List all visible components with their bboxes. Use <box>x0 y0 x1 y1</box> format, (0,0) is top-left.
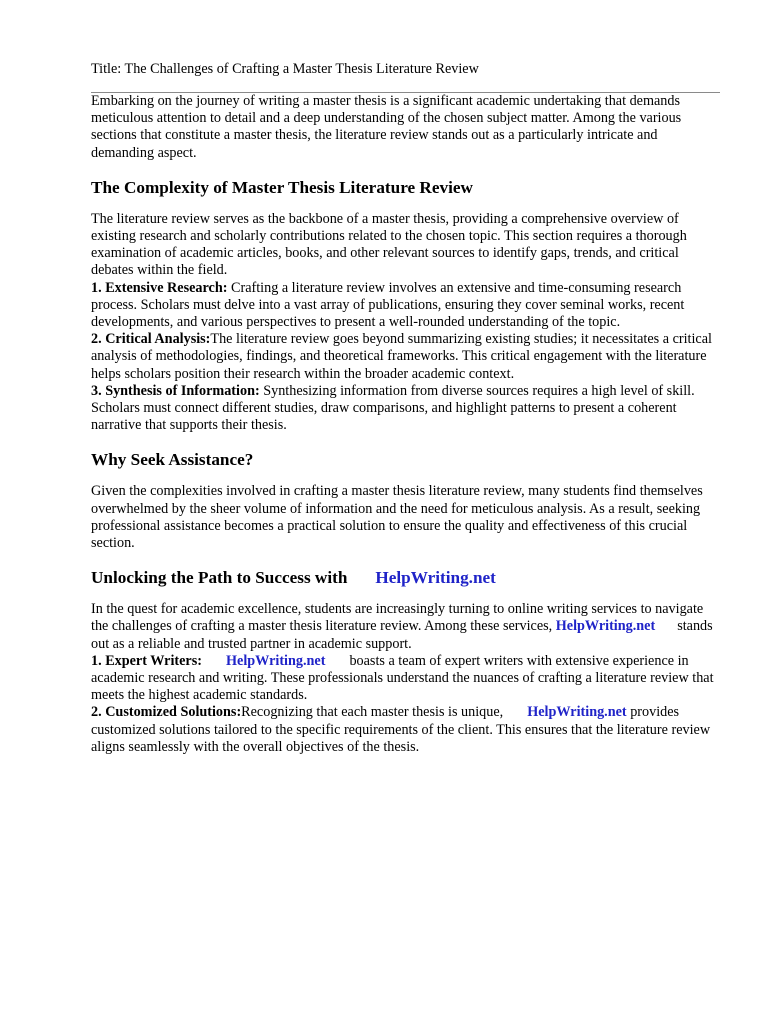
heading-why-seek-assistance: Why Seek Assistance? <box>91 450 254 470</box>
list-item-label: 3. Synthesis of Information: <box>91 382 260 399</box>
list-item-label: 1. Extensive Research: <box>91 279 228 296</box>
document-page <box>91 60 723 756</box>
list-item-label: 1. Expert Writers: <box>91 652 202 669</box>
list-item-text-after: provides customized solutions tailored to the specific requirements of the client. This ensures that the literature review aligns seamlessly with the overall objectives of the thesis. <box>91 704 711 755</box>
heading-complexity: The Complexity of Master Thesis Literature Review <box>91 177 473 197</box>
list-item-expert-writers <box>91 653 723 705</box>
helpwriting-link[interactable]: HelpWriting.net <box>375 568 496 588</box>
list-item-label: 2. Critical Analysis: <box>91 331 211 348</box>
list-item-text: Synthesizing information from diverse sources requires a high level of skill. Scholars must connect different studies, draw comparisons, and highlight patterns to present a coherent narrative that supports their thesis. <box>91 382 695 434</box>
heading-unlocking-path <box>91 567 723 589</box>
list-item-customized-solutions <box>91 704 723 756</box>
assistance-paragraph: Given the complexities involved in crafting a master thesis literature review, many students find themselves overwhelmed by the sheer volume of information and the need for meticulous analysis. As a result, seeking professional assistance becomes a practical solution to ensure the quality and effectiveness of this crucial section. <box>91 483 703 552</box>
list-item-text: The literature review goes beyond summarizing existing studies; it necessitates a critical analysis of methodologies, findings, and theoretical frameworks. This critical engagement with the literature helps scholars position their research within the broader academic context. <box>91 331 712 382</box>
services-text-before: In the quest for academic excellence, students are increasingly turning to online writing services to navigate the challenges of crafting a master thesis literature review. Among these services, <box>91 601 704 635</box>
document-title: Title: The Challenges of Crafting a Master Thesis Literature Review <box>91 61 479 77</box>
helpwriting-link[interactable]: HelpWriting.net <box>555 618 656 635</box>
list-item-label: 2. Customized Solutions: <box>91 704 242 721</box>
helpwriting-link[interactable]: HelpWriting.net <box>225 652 326 669</box>
list-item-text: boasts a team of expert writers with extensive experience in academic research and writing. These professionals understand the nuances of crafting a literature review that meets the highest academic standards. <box>91 652 714 704</box>
list-item-text-before: Recognizing that each master thesis is unique, <box>241 704 504 721</box>
services-paragraph <box>91 601 723 653</box>
services-text-after: stands out as a reliable and trusted partner in academic support. <box>91 618 713 652</box>
heading-text: Unlocking the Path to Success with <box>91 568 348 588</box>
complexity-paragraph: The literature review serves as the backbone of a master thesis, providing a comprehensive overview of existing research and scholarly contributions related to the chosen topic. This section requires a thorough examination of academic articles, books, and other relevant sources to identify gaps, trends, and critical debates within the field. <box>91 210 687 279</box>
intro-paragraph: Embarking on the journey of writing a master thesis is a significant academic undertaking that demands meticulous attention to detail and a deep understanding of the chosen subject matter. Among the various sections that constitute a master thesis, the literature review stands out as a particularly intricate and demanding aspect. <box>91 93 682 161</box>
list-item-extensive-research <box>91 280 723 332</box>
list-item-text: Crafting a literature review involves an extensive and time-consuming research process. Scholars must delve into a vast array of publications, ensuring they cover seminal works, recent developments, and various perspectives to present a well-rounded understanding of the topic. <box>91 279 685 331</box>
helpwriting-link[interactable]: HelpWriting.net <box>527 704 627 721</box>
list-item-critical-analysis <box>91 331 723 383</box>
list-item-synthesis <box>91 383 723 435</box>
